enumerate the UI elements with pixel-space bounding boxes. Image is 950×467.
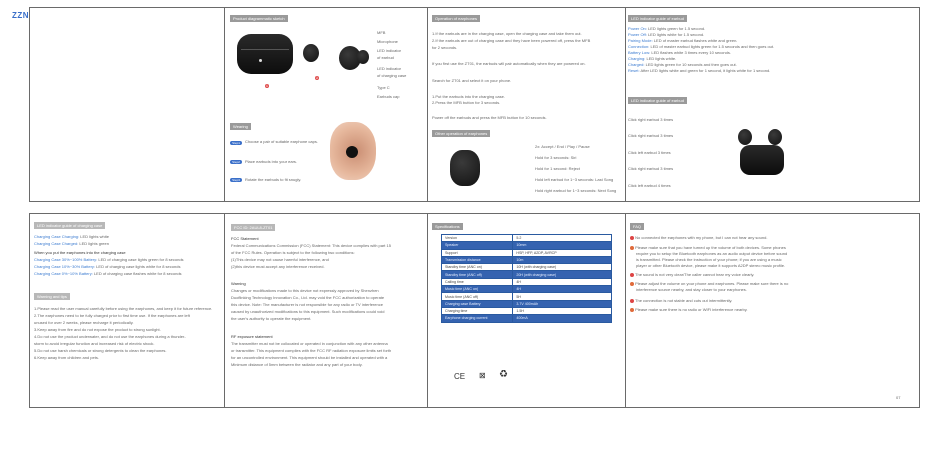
case-val-2: LED lights green [79, 241, 109, 246]
fcc-warn-4: caused by unauthorized modifications to this equipment. Such modifications could void [231, 309, 385, 314]
step1-text: Choose a pair of suitable earphone caps. [245, 139, 318, 144]
level-key-2: Charging Case 10%~30% Battery: [34, 264, 96, 269]
diagram-header: Product diagrammatic sketch [230, 15, 288, 22]
faq-q3: The connection is not stable and cuts out intermittently. [635, 298, 733, 303]
spec-row [442, 293, 612, 300]
operation-header: Operation of earphones [432, 15, 480, 22]
led-val-2: LED lights white for 1.5 second. [647, 32, 705, 37]
fcc-warn-5: the user's authority to operate the equipment. [231, 316, 312, 321]
answer-icon [630, 246, 634, 250]
spec-value: 5H [513, 293, 612, 300]
faq-a2-1: Please adjust the volume on your phone and earphones. Please make sure there is no [635, 281, 789, 286]
question-icon [630, 299, 634, 303]
fcc-line-3: (1)This device may not cause harmful interference, and [231, 257, 329, 262]
other-op-3: Hold for 1 second: Reject [535, 166, 580, 171]
spec-key: Standby time (ANC off) [442, 271, 513, 278]
led-val-4: LED of master earbud lights green for 1.5 seconds and then goes out. [650, 44, 775, 49]
spec-row [442, 256, 612, 263]
callout-1: ① [265, 84, 269, 88]
spec-value: 4H [513, 278, 612, 285]
led-key-5: Battery Low: [628, 50, 651, 55]
spec-value: 400mA [513, 315, 612, 322]
op-line-6: 1.Put the earbuds into the charging case. [432, 94, 505, 99]
fcc-line-1: Federal Communications Commission (FCC) Statement: This device complies with part 15 [231, 243, 391, 248]
click-line-2: Click right earbud 3 times [628, 133, 674, 138]
level-key-3: Charging Case 0%~10% Battery: [34, 271, 93, 276]
led-key-6: Charging: [628, 56, 646, 61]
led-key-1: Power On: [628, 26, 647, 31]
specifications-panel [428, 214, 626, 407]
case-key-1: Charging Case Charging: [34, 234, 80, 239]
spec-value: 3.7V 400mAh [513, 300, 612, 307]
answer-icon [630, 282, 634, 286]
spec-row [442, 300, 612, 307]
faq-a1-4: player or other Bluetooth device, please make it supports A2DP stereo music profile. [636, 263, 786, 268]
click-line-4: Click right earbud 3 times [628, 166, 674, 171]
spec-row [442, 249, 612, 256]
led-val-6: LED lights white. [646, 56, 677, 61]
specs-header: Specifications [432, 223, 463, 230]
fcc-title: FCC Statement [231, 236, 259, 241]
label-mfb: MFB [377, 30, 386, 35]
spec-key: Standby time (ANC on) [442, 264, 513, 271]
rf-line-4: Minimum distance of 5mm between the radiator and any part of your body. [231, 362, 363, 367]
label-led-earbud: LED indicator [377, 48, 402, 53]
case-led-panel [30, 214, 225, 407]
spec-row [442, 242, 612, 249]
spec-key: Speaker [442, 242, 513, 249]
fcc-warn-2: Duoflinking Technology Innovation Co., Ltd. may void the FCC authorization to operate [231, 295, 385, 300]
spec-value: 4H [513, 286, 612, 293]
faq-q2: The sound is not very clear/The caller cannot hear my voice clearly. [635, 272, 755, 277]
faq-a1-2: require you to setup the Bluetooth earphones as an audio output device before sound [636, 251, 788, 256]
case-note: When you put the earphones into the charging case [34, 250, 126, 255]
spec-value: 10m [513, 256, 612, 263]
warn-line-1: 1.Please read the user manual carefully before using the earphones, and keep it for future reference. [34, 306, 213, 311]
spec-row [442, 264, 612, 271]
case-led-header: LED indicator guide of charging case [34, 222, 105, 229]
cover-panel [30, 8, 225, 201]
specs-table [441, 234, 612, 323]
fcc-header: FCC ID: 2AUL8-ZT01 [231, 224, 275, 231]
fcc-warning-title: Warning [231, 281, 246, 286]
rf-line-2: or transmitter. This equipment complies with the FCC RF radiation exposure limits set forth [231, 348, 392, 353]
other-op-2: Hold for 3 seconds: Siri [535, 155, 577, 160]
spec-row [442, 278, 612, 285]
spec-row [442, 286, 612, 293]
warn-line-3: unused for over 2 weeks, please recharge it periodically. [34, 320, 134, 325]
warn-line-7: 5.Do not use harsh chemicals or strong detergents to clean the earphones. [34, 348, 167, 353]
spec-row [442, 315, 612, 322]
op-line-7: 2.Press the MFB button for 3 seconds. [432, 100, 501, 105]
level-val-1: LED of charging case lights green for 8 seconds [98, 257, 184, 262]
other-op-4: Hold left earbud for 1~3 seconds: Last Song [535, 177, 614, 182]
fcc-panel [225, 214, 428, 407]
label-led-case-2: of charging case [377, 73, 407, 78]
step2-badge: Step2 [230, 160, 242, 164]
spec-value: 20H (with charging case) [513, 271, 612, 278]
step2-text: Place earbuds into your ears. [245, 159, 298, 164]
click-line-1: Click right earbud 3 times [628, 117, 674, 122]
spec-key: Calling time [442, 278, 513, 285]
diagram-panel [225, 8, 428, 201]
rf-line-3: for an uncontrolled environment. This equipment should be installed and operated with a [231, 355, 388, 360]
faq-a2-2: interference source nearby, and stay closer to your earphones. [636, 287, 747, 292]
charging-case-illustration [237, 34, 293, 74]
level-val-2: LED of charging case lights white for 8 seconds [96, 264, 181, 269]
warn-line-4: 3.Keep away from fire and do not expose the product to strong sunlight. [34, 327, 161, 332]
open-case-illustration [734, 123, 788, 179]
label-microphone: Microphone [377, 39, 398, 44]
rf-line-1: The transmitter must not be collocated or operated in conjunction with any other antenna [231, 341, 388, 346]
fcc-warn-1: Changes or modifications made to this device not expressly approved by Shenzhen [231, 288, 379, 293]
fcc-line-2: of the FCC Rules. Operation is subject to the following two conditions: [231, 250, 355, 255]
spec-value: 1.5H [513, 307, 612, 314]
spec-key: Music time (ANC off) [442, 293, 513, 300]
led-val-8: After LED lights white and green for 1 second, it lights white for 1 second. [640, 68, 771, 73]
led-val-3: LED of master earbud flashes white and green. [653, 38, 738, 43]
warning-header: Warning and tips [34, 293, 70, 300]
level-val-3: LED of charging case flashes white for 8 seconds [93, 271, 182, 276]
fcc-line-4: (2)this device must accept any interference received. [231, 264, 325, 269]
op-line-3: for 2 seconds. [432, 45, 458, 50]
spec-value: 10H (with charging case) [513, 264, 612, 271]
faq-a3-1: Please make sure there is no radio or WIFI interference nearby. [635, 307, 748, 312]
brand-logo: ZZN [12, 11, 30, 20]
spec-row [442, 307, 612, 314]
led-key-4: Connection: [628, 44, 650, 49]
spec-value: 10mm [513, 242, 612, 249]
spec-row [442, 271, 612, 278]
earbud-operation-illustration [450, 150, 480, 186]
label-led-earbud-2: of earbud [377, 55, 394, 60]
question-icon [630, 273, 634, 277]
callout-2: ② [315, 76, 319, 80]
other-op-5: Hold right earbud for 1~3 seconds: Next Song [535, 188, 617, 193]
earbud-left-illustration [303, 44, 319, 62]
case-val-1: LED lights white [80, 234, 109, 239]
question-icon [630, 236, 634, 240]
weee-bin-icon: ⊠ [479, 371, 486, 380]
rf-title: RF exposure statement [231, 334, 273, 339]
led-val-7: LED lights green for 10 seconds and then goes out. [645, 62, 737, 67]
faq-header: FAQ [630, 223, 644, 230]
operation-panel [428, 8, 626, 201]
led-panel [626, 8, 921, 201]
warn-line-5: 4.Do not use the product underwater, and do not use the earphones during a thunder- [34, 334, 186, 339]
spec-key: Charging time [442, 307, 513, 314]
spec-key: Charging case Battery [442, 300, 513, 307]
label-type-c: Type C [377, 85, 390, 90]
led-key-7: Charged: [628, 62, 645, 67]
manual-sheet-top [29, 7, 920, 202]
spec-key: Earphone charging current [442, 315, 513, 322]
led-key-8: Reset: [628, 68, 640, 73]
step1-badge: Step1 [230, 141, 242, 145]
warn-line-2: 2.The earphones need to be fully charged prior to first time use. If the earphones are left [34, 313, 190, 318]
case-key-2: Charging Case Charged: [34, 241, 79, 246]
led-key-2: Power Off: [628, 32, 647, 37]
step3-text: Rotate the earbuds to fit snugly. [245, 177, 302, 182]
click-line-3: Click left earbud 3 times [628, 150, 671, 155]
other-op-1: 2x: Accept / End / Play / Pause [535, 144, 590, 149]
led-val-1: LED lights green for 1.5 second. [648, 26, 706, 31]
warn-line-6: storm to avoid irregular function and increased risk of electric shock. [34, 341, 155, 346]
label-earbuds-cap: Earbuds cap [377, 94, 400, 99]
faq-panel [626, 214, 921, 407]
spec-value: HSP, HFP, A2DP, AVRCP [513, 249, 612, 256]
op-line-5: Search for ZT01 and select it on your phone. [432, 78, 512, 83]
spec-key: Support [442, 249, 513, 256]
spec-key: Version [442, 235, 513, 242]
case-guide-header: LED indicator guide of earbud [628, 97, 687, 104]
manual-sheet-bottom [29, 213, 920, 408]
faq-q1: No connected the earphones with my phone, but I can not hear any sound. [635, 235, 768, 240]
spec-key: Transmission distance [442, 256, 513, 263]
led-key-3: Pairing Mode: [628, 38, 653, 43]
fcc-warn-3: this device. Note: The manufacturer is not responsible for any radio or TV interference [231, 302, 383, 307]
led-val-5: LED flashes white 3 times every 10 seconds. [651, 50, 731, 55]
label-led-case: LED indicator [377, 66, 402, 71]
click-line-5: Click left earbud 4 times [628, 183, 671, 188]
spec-value: 5.2 [513, 235, 612, 242]
faq-a1-3: is transmitted. Please check the instruction of your phone; if you are using a music [636, 257, 782, 262]
page-number: 07 [896, 395, 901, 400]
level-key-1: Charging Case 30%~100% Battery: [34, 257, 98, 262]
op-line-2: 2.If the earbuds are out of charging case and they have been powered off, press the MFB [432, 38, 591, 43]
spec-key: Music time (ANC on) [442, 286, 513, 293]
warn-line-8: 6.Keep away from children and pets. [34, 355, 99, 360]
wearing-header: Wearing [230, 123, 251, 130]
led-header: LED indicator guide of earbud [628, 15, 687, 22]
step3-badge: Step3 [230, 178, 242, 182]
other-operation-header: Other operation of earphones [432, 130, 490, 137]
recycle-icon: ♻ [499, 369, 508, 380]
earbud-side-illustration [357, 50, 369, 64]
ce-mark-icon: CE [454, 372, 466, 381]
op-line-1: 1.If the earbuds are in the charging case, open the charging case and take them out. [432, 31, 582, 36]
answer-icon [630, 308, 634, 312]
op-line-4: If you first use the ZT01, the earbuds will pair automatically when they are powered on. [432, 61, 586, 66]
ear-photo [330, 122, 376, 180]
spec-row [442, 235, 612, 242]
op-line-8: Power off the earbuds and press the MFB button for 10 seconds. [432, 115, 547, 120]
faq-a1-1: Please make sure that you have turned up the volume of both devices. Some phones [635, 245, 786, 250]
